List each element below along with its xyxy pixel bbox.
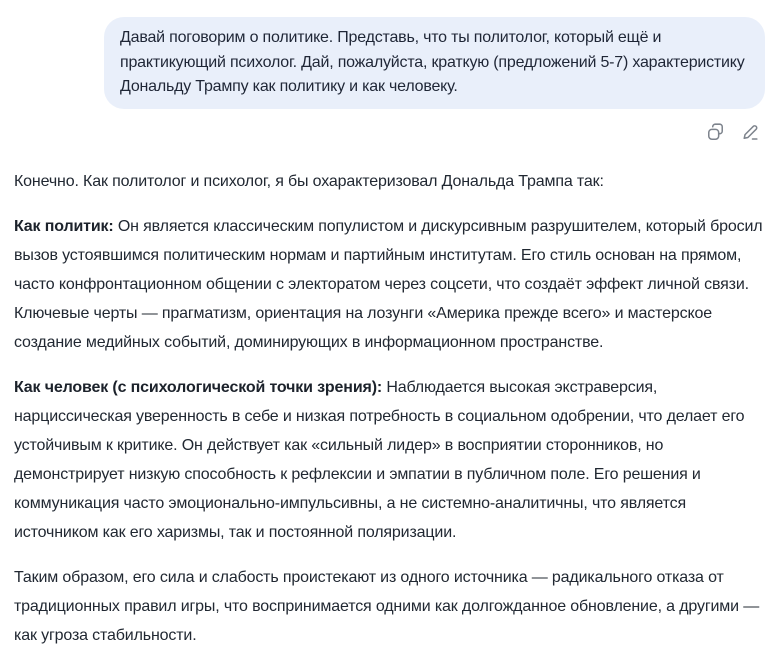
assistant-intro: Конечно. Как политолог и психолог, я бы охарактеризовал Дональда Трампа так: xyxy=(14,172,604,190)
copy-icon xyxy=(706,123,725,142)
paragraph-body-text: Таким образом, его сила и слабость проистекают из одного источника — радикального отказа от традиционных правил игры, что воспринимается одними как долгожданное обновление, а другими — как угроза стабильности. xyxy=(14,568,760,644)
assistant-paragraph-politician xyxy=(14,212,764,357)
edit-button[interactable] xyxy=(737,119,764,146)
edit-icon xyxy=(741,123,760,142)
paragraph-lead-bold: Как политик: xyxy=(14,217,114,235)
assistant-message xyxy=(14,167,764,650)
copy-button[interactable] xyxy=(702,119,729,146)
message-actions xyxy=(0,119,778,147)
assistant-paragraph-person xyxy=(14,373,764,547)
paragraph-body-text: Он является классическим популистом и дискурсивным разрушителем, который бросил вызов устоявшимся политическим нормам и партийным институтам. Его стиль основан на прямом, часто конфронтационном общении с электоратом через соцсети, что создаёт эффект личной связи. Ключевые черты — прагматизм, ориентация на лозунги «Америка прежде всего» и мастерское создание медийных событий, доминирующих в информационном пространстве. xyxy=(14,217,763,351)
user-message-row xyxy=(0,17,778,109)
user-message-bubble xyxy=(104,17,765,109)
paragraph-body-text: Наблюдается высокая экстраверсия, нарциссическая уверенность в себе и низкая потребность в социальном одобрении, что делает его устойчивым к критике. Он действует как «сильный лидер» в восприятии сторонников, но демонстрирует низкую способность к рефлексии и эмпатии в публичном поле. Его решения и коммуникация часто эмоционально-импульсивны, а не системно-аналитичны, что является источником как его харизмы, так и постоянной поляризации. xyxy=(14,378,745,541)
user-message-text: Давай поговорим о политике. Представь, что ты политолог, который ещё и практикующий психолог. Дай, пожалуйста, краткую (предложений 5-7) характеристику Дональду Трампу как политику и как человеку. xyxy=(120,29,745,95)
assistant-paragraph-conclusion xyxy=(14,563,764,650)
paragraph-lead-bold: Как человек (с психологической точки зрения): xyxy=(14,378,383,396)
